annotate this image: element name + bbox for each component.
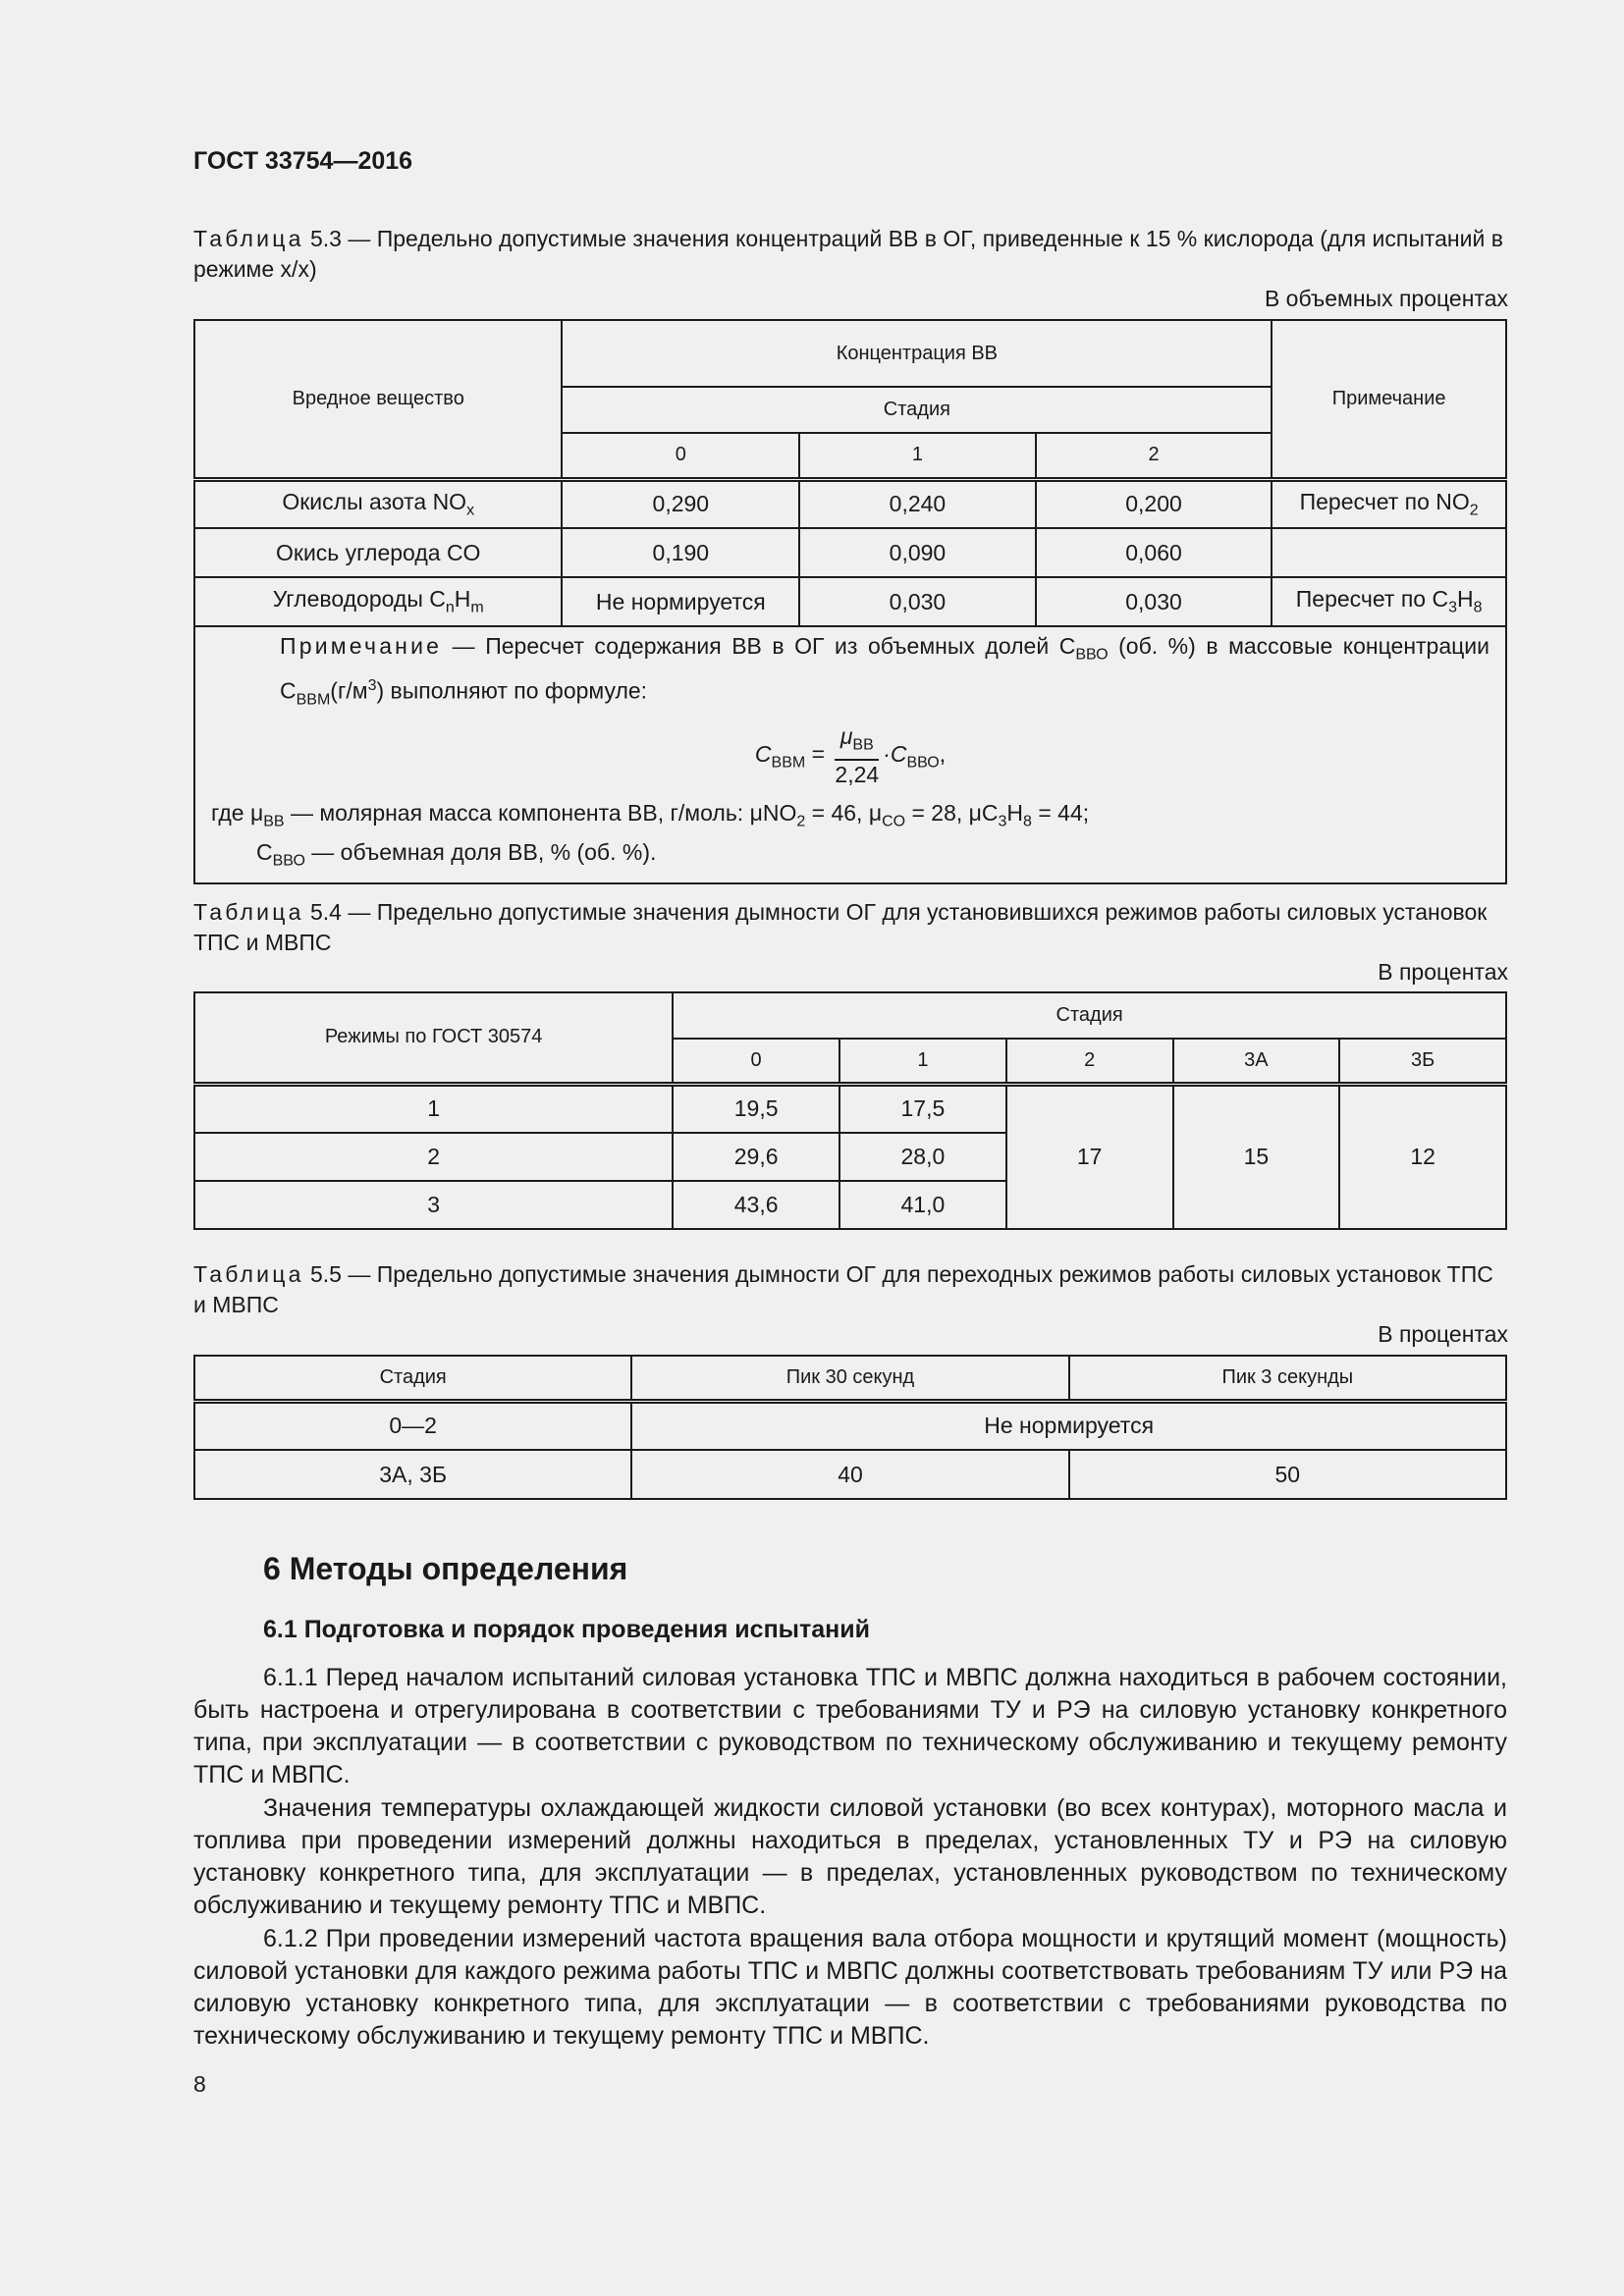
note-cell: Пересчет по $NO_2$ <box>1272 479 1506 528</box>
stage-header: 3А <box>1173 1039 1340 1084</box>
paragraph: Значения температуры охлаждающей жидкости силовой установки (во всех контурах), моторного масла и топлива при проведении измерений должны находиться в пределах, установленных ТУ и РЭ на силовую установку конкретного типа, для эксплуатации — в пределах, установленных руководством по техническому обслуживанию и текущему ремонту ТПС и МВПС. <box>193 1794 1507 1919</box>
value-cell: 40 <box>631 1450 1068 1499</box>
table-5-5-units: В процентах <box>1378 1321 1508 1347</box>
value-cell: 0,030 <box>799 577 1036 626</box>
value-cell: 50 <box>1069 1450 1506 1499</box>
page-number: 8 <box>193 2071 206 2097</box>
stage-header: 0 <box>562 433 799 479</box>
stage-header: 0 <box>673 1039 839 1084</box>
table-5-3-note <box>194 626 1506 883</box>
table-5-5 <box>193 1355 1507 1500</box>
table-5-4-title: Таблица <box>193 899 304 925</box>
value-cell: 0,240 <box>799 479 1036 528</box>
stage-header: 2 <box>1036 433 1272 479</box>
stage-cell: 0—2 <box>194 1401 631 1450</box>
table-5-4 <box>193 991 1507 1230</box>
stage-header: 3Б <box>1339 1039 1506 1084</box>
paragraph: 6.1.1 Перед началом испытаний силовая установка ТПС и МВПС должна находиться в рабочем состоянии, быть настроена и отрегулирована в соответствии с требованиями ТУ и РЭ на силовую установку конкретного типа, при эксплуатации — в соответствии с руководством по техническому обслуживанию и текущему ремонту ТПС и МВПС. <box>193 1664 1507 1789</box>
value-cell: 28,0 <box>839 1133 1006 1181</box>
col-peak-3-header: Пик 3 секунды <box>1069 1356 1506 1401</box>
mode-cell: 3 <box>194 1181 673 1229</box>
table-row <box>194 577 1506 626</box>
table-row <box>194 479 1506 528</box>
value-cell: 0,090 <box>799 528 1036 577</box>
col-stage-header: Стадия <box>673 992 1506 1039</box>
value-cell: 0,190 <box>562 528 799 577</box>
stage-header: 2 <box>1006 1039 1173 1084</box>
stage-header: 1 <box>799 433 1036 479</box>
merged-value-cell: 12 <box>1339 1084 1506 1229</box>
table-5-5-caption <box>193 1259 1507 1320</box>
value-cell: 29,6 <box>673 1133 839 1181</box>
table-5-5-caption-text: 5.5 — Предельно допустимые значения дымности ОГ для переходных режимов работы силовых установок ТПС и МВПС <box>193 1261 1493 1317</box>
stage-header: 1 <box>839 1039 1006 1084</box>
conversion-formula: $C_{ВВМ}$ = $\frac{\mu_{ВВ}}{2,24}$ $\cdot C_{ВВО}$, <box>754 722 947 788</box>
note-cell <box>1272 528 1506 577</box>
stage-cell: 3А, 3Б <box>194 1450 631 1499</box>
note-where-line-1: где $\mu_{ВВ}$ — молярная масса компонента ВВ, г/моль: μNO$_2$ = 46, $\mu_{CO} = 28$, $\mu C_3H_8 = 44$; <box>211 800 1090 831</box>
table-row <box>194 1084 1506 1133</box>
col-concentration-header: Концентрация ВВ <box>562 320 1272 387</box>
value-cell: 0,290 <box>562 479 799 528</box>
substance-cell: Окислы азота $NO_x$ <box>194 479 562 528</box>
substance-cell: Окись углерода CO <box>194 528 562 577</box>
col-stage-header: Стадия <box>194 1356 631 1401</box>
value-cell: 43,6 <box>673 1181 839 1229</box>
merged-value-cell: 17 <box>1006 1084 1173 1229</box>
table-row <box>194 528 1506 577</box>
note-cell: Пересчет по $C_3H_8$ <box>1272 577 1506 626</box>
section-heading: 6 Методы определения <box>263 1551 628 1586</box>
value-cell: 0,030 <box>1036 577 1272 626</box>
value-cell: 19,5 <box>673 1084 839 1133</box>
mode-cell: 1 <box>194 1084 673 1133</box>
value-cell: 17,5 <box>839 1084 1006 1133</box>
note-where-line-2: $C_{ВВО}$ — объемная доля ВВ, % (об. %). <box>256 839 657 870</box>
table-5-3-title: Таблица <box>193 226 304 251</box>
note-lead-text: Примечание — Пересчет содержания ВВ в ОГ из объемных долей $C_{ВВО}$ (об. %) в массовые концентрации $C_{ВВМ}(г/м^3)$ выполняют по формуле: <box>280 633 1490 708</box>
table-5-4-caption <box>193 897 1507 958</box>
paragraph: 6.1.2 При проведении измерений частота вращения вала отбора мощности и крутящий момент (мощность) силовой установки для каждого режима работы ТПС и МВПС должны соответствовать требованиям ТУ или РЭ на силовую установку конкретного типа, для эксплуатации — в соответствии с требованиями руководства по техническому обслуживанию и текущему ремонту ТПС и МВПС. <box>193 1925 1507 2050</box>
formula-fraction: $\frac{\mu_{ВВ}}{2,24}$ <box>835 722 880 788</box>
mode-cell: 2 <box>194 1133 673 1181</box>
value-cell: 41,0 <box>839 1181 1006 1229</box>
value-cell: 0,060 <box>1036 528 1272 577</box>
merged-value-cell: 15 <box>1173 1084 1340 1229</box>
col-stage-header: Стадия <box>562 387 1272 433</box>
subsection-heading: 6.1 Подготовка и порядок проведения испытаний <box>263 1616 871 1643</box>
col-substance-header: Вредное вещество <box>194 320 562 479</box>
document-header: ГОСТ 33754—2016 <box>193 147 413 175</box>
substance-cell: Углеводороды $C_nH_m$ <box>194 577 562 626</box>
table-5-4-caption-text: 5.4 — Предельно допустимые значения дымности ОГ для установившихся режимов работы силовых установок ТПС и МВПС <box>193 899 1488 955</box>
merged-value-cell: Не нормируется <box>631 1401 1506 1450</box>
table-5-3-units: В объемных процентах <box>1264 286 1508 311</box>
table-row <box>194 1450 1506 1499</box>
table-5-3-caption-text: 5.3 — Предельно допустимые значения концентраций ВВ в ОГ, приведенные к 15 % кислорода (для испытаний в режиме х/х) <box>193 226 1503 282</box>
table-5-5-title: Таблица <box>193 1261 304 1287</box>
value-cell: 0,200 <box>1036 479 1272 528</box>
col-modes-header: Режимы по ГОСТ 30574 <box>194 992 673 1084</box>
col-note-header: Примечание <box>1272 320 1506 479</box>
table-5-4-units: В процентах <box>1378 959 1508 985</box>
table-5-3 <box>193 319 1507 884</box>
table-5-3-caption <box>193 224 1507 285</box>
value-cell: Не нормируется <box>562 577 799 626</box>
col-peak-30-header: Пик 30 секунд <box>631 1356 1068 1401</box>
table-row <box>194 1401 1506 1450</box>
